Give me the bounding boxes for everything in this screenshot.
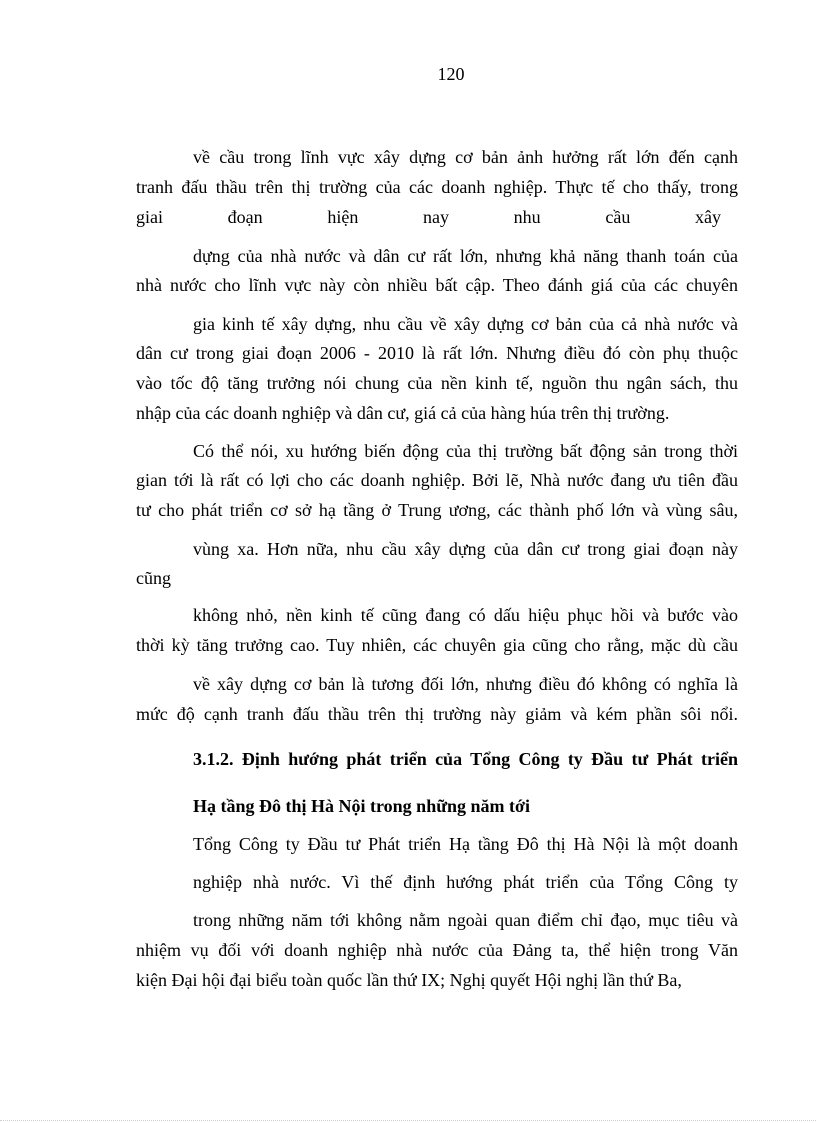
text-line: về cầu trong lĩnh vực xây dựng cơ bản ảnh hưởng rất lớn đến cạnh (193, 147, 738, 167)
text-line: nhập của các doanh nghiệp và dân cư, giá cả của hàng húa trên thị trường. (136, 403, 670, 423)
text-line: cũng (136, 568, 171, 588)
text-line: Tổng Công ty Đầu tư Phát triển Hạ tầng Đô thị Hà Nội là một doanh (193, 834, 738, 854)
text-line: dân cư trong giai đoạn 2006 - 2010 là rất lớn. Nhưng điều đó còn phụ thuộc (136, 343, 738, 363)
section-heading-line: Hạ tầng Đô thị Hà Nội trong những năm tới (193, 796, 530, 816)
text-line: tranh đấu thầu trên thị trường của các doanh nghiệp. Thực tế cho thấy, trong (136, 177, 738, 197)
text-line: nhiệm vụ đối với doanh nghiệp nhà nước của Đảng ta, thể hiện trong Văn (136, 940, 738, 960)
page-bottom-rule (0, 1120, 816, 1121)
text-line: dựng của nhà nước và dân cư rất lớn, nhưng khả năng thanh toán của (193, 246, 738, 266)
text-line: gian tới là rất có lợi cho các doanh nghiệp. Bởi lẽ, Nhà nước đang ưu tiên đầu (136, 470, 738, 490)
text-line: trong những năm tới không nằm ngoài quan điểm chỉ đạo, mục tiêu và (193, 910, 738, 930)
text-line: kiện Đại hội đại biểu toàn quốc lần thứ IX; Nghị quyết Hội nghị lần thứ Ba, (136, 970, 682, 990)
text-line: gia kinh tế xây dựng, nhu cầu về xây dựng cơ bản của cả nhà nước và (193, 314, 738, 334)
text-line: vùng xa. Hơn nữa, nhu cầu xây dựng của dân cư trong giai đoạn này (193, 539, 738, 559)
text-line: về xây dựng cơ bản là tương đối lớn, nhưng điều đó không có nghĩa là (193, 674, 738, 694)
text-line: tư cho phát triển cơ sở hạ tầng ở Trung ương, các thành phố lớn và vùng sâu, (136, 500, 738, 520)
text-line: nghiệp nhà nước. Vì thế định hướng phát triển của Tổng Công ty (193, 872, 738, 892)
text-line: thời kỳ tăng trưởng cao. Tuy nhiên, các chuyên gia cũng cho rằng, mặc dù cầu (136, 635, 738, 655)
text-line: mức độ cạnh tranh đấu thầu trên thị trường này giảm và kém phần sôi nổi. (136, 704, 738, 724)
section-heading-line: 3.1.2. Định hướng phát triển của Tổng Công ty Đầu tư Phát triển (193, 749, 738, 769)
text-line: giai đoạn hiện nay nhu cầu xây (136, 207, 721, 227)
page-number: 120 (437, 64, 465, 84)
text-line: Có thể nói, xu hướng biến động của thị trường bất động sản trong thời (193, 441, 738, 461)
text-line: không nhỏ, nền kinh tế cũng đang có dấu hiệu phục hồi và bước vào (193, 605, 738, 625)
text-line: nhà nước cho lĩnh vực này còn nhiều bất cập. Theo đánh giá của các chuyên (136, 275, 738, 295)
text-line: vào tốc độ tăng trưởng nói chung của nền kinh tế, nguồn thu ngân sách, thu (136, 373, 738, 393)
